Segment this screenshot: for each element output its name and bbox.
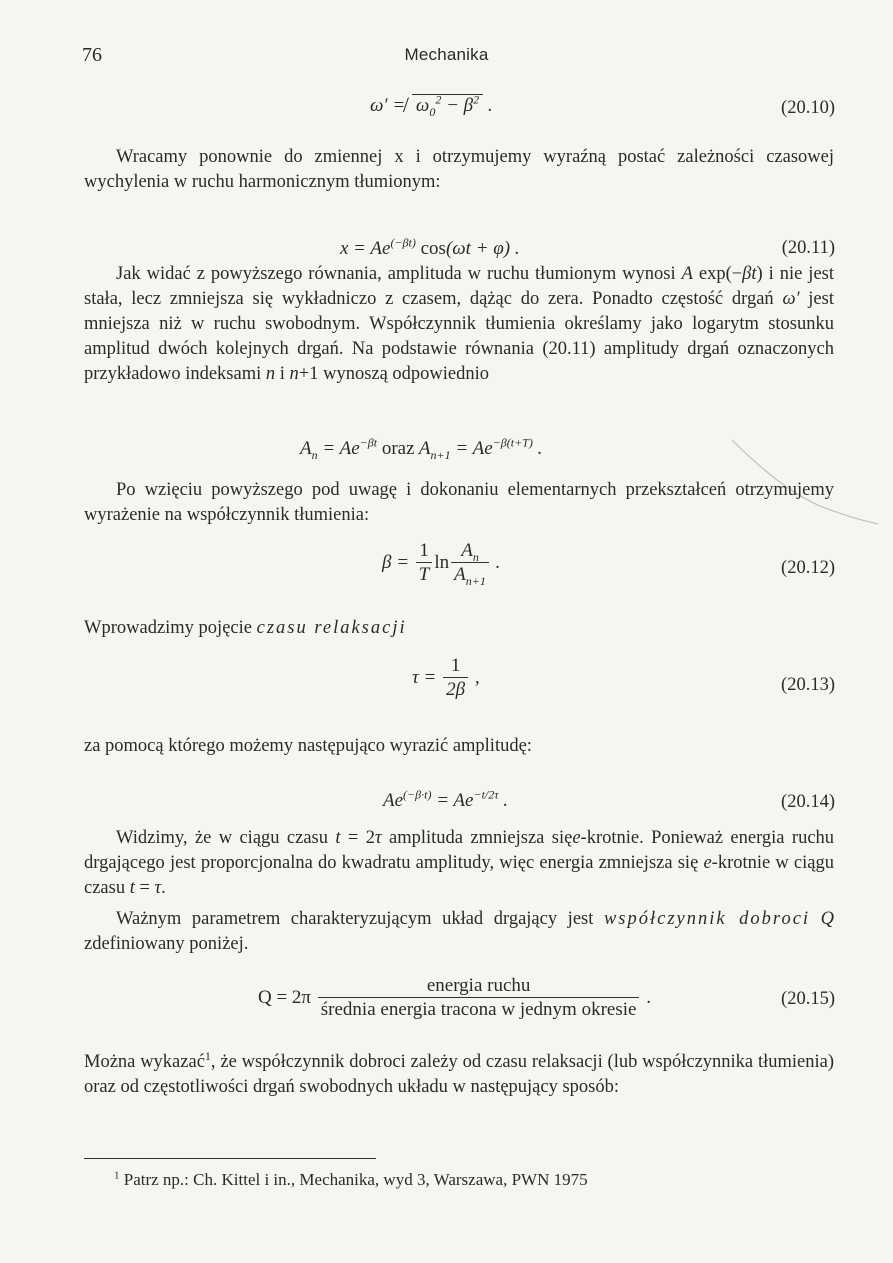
- paragraph-text: zdefiniowany poniżej.: [84, 934, 249, 954]
- equation-body: β = $\frac{1}{T}$ ln $\frac{A_n}{A_{n+1}}$ .: [382, 540, 501, 588]
- paragraph: [84, 734, 834, 759]
- footnote-divider: [84, 1158, 376, 1159]
- paragraph-text: amplituda zmniejsza się: [389, 828, 573, 848]
- paragraph-text: Wprowadzimy pojęcie: [84, 618, 252, 638]
- paragraph-text: Ważnym parametrem charakteryzującym układ drgający jest: [116, 909, 594, 929]
- running-head: Mechanika: [404, 45, 489, 64]
- equation-number: (20.15): [781, 989, 835, 1009]
- paragraph: Jak widać z powyższego równania, amplituda w ruchu tłumionym wynosi A exp(−βt) i nie jest stała, lecz zmniejsza się wykładniczo z czasem, dążąc do zera. Ponadto częstość drgań ω′ jest mniejsza niż w ruchu swobodnym. Współczynnik tłumienia określamy jako logarytm stosunku amplitud dwóch kolejnych drgań. Na podstawie równania (20.11) amplitudy drgań oznaczonych przykładowo indeksami n i n+1 wynoszą odpowiednio: [84, 264, 834, 384]
- equation-body: $A_n = Ae^{-\beta t}$ oraz $A_{n+1} = Ae^{-\beta(t+T)}$ .: [300, 435, 543, 462]
- paragraph-text: Jak widać z powyższego równania, amplituda w ruchu tłumionym wynosi: [116, 264, 676, 284]
- footnote-text: Patrz np.: Ch. Kittel i in., Mechanika, wyd 3, Warszawa, PWN 1975: [123, 1170, 588, 1189]
- page-number: 76: [82, 44, 102, 66]
- fraction-numerator: energia ruchu: [318, 975, 640, 998]
- paragraph: [84, 616, 834, 641]
- fraction-denominator: średnia energia tracona w jednym okresie: [320, 999, 637, 1020]
- equation-number: (20.14): [781, 792, 835, 812]
- paragraph-text: wynoszą odpowiednio: [323, 364, 490, 384]
- paragraph: Można wykazać$^1$, że współczynnik dobroci zależy od czasu relaksacji (lub współczynnika tłumienia) oraz od częstotliwości drgań swobodnych układu w następujący sposób:: [84, 1048, 834, 1097]
- paragraph: [84, 478, 834, 528]
- equation-body: $x = Ae^{(-\beta t)}$ cos(ωt + φ) .: [340, 235, 520, 259]
- paragraph-text: i nie jest stała, lecz zmniejsza się wykładniczo z czasem, dążąc do zera. Ponadto częstość drgań: [84, 264, 834, 309]
- equation-body: ω′ = / $\omega_0^2 - \beta^2$ .: [370, 94, 493, 117]
- paragraph-text: , że współczynnik dobroci zależy od czasu relaksacji (lub współczynnika tłumienia) oraz od częstotliwości drgań swobodnych układu w następujący sposób:: [84, 1052, 834, 1097]
- paragraph: Widzimy, że w ciągu czasu t = 2τ amplituda zmniejsza sięe-krotnie. Ponieważ energia ruchu drgającego jest proporcjonalna do kwadratu amplitudy, więc energia zmniejsza się e-krotnie w ciągu czasu t = τ.: [84, 828, 835, 898]
- paragraph-text: Wracamy ponownie do zmiennej x i otrzymujemy wyraźną postać zależności czasowej wychylenia w ruchu harmonicznym tłumionym:: [84, 147, 834, 192]
- equation-number: (20.11): [781, 238, 835, 258]
- paragraph-text: za pomocą którego możemy następująco wyrazić amplitudę:: [84, 736, 532, 756]
- equation-body: τ = $\frac{1}{2\beta}$ ,: [412, 655, 480, 700]
- paragraph-text: Widzimy, że w ciągu czasu: [116, 828, 329, 848]
- paragraph: Ważnym parametrem charakteryzującym układ drgający jest współczynnik dobroci Q zdefiniowany poniżej.: [84, 909, 834, 954]
- paragraph-text: -krotnie w ciągu czasu: [84, 853, 834, 898]
- paragraph: [84, 145, 834, 195]
- equation-number: (20.13): [781, 675, 835, 695]
- footnote: [114, 1170, 588, 1190]
- paragraph-text: -krotnie. Ponieważ energia ruchu drgającego jest proporcjonalna do kwadratu amplitudy, więc energia zmniejsza się: [84, 828, 835, 873]
- footnote-marker: 1: [114, 1169, 120, 1182]
- equation-number: (20.12): [781, 558, 835, 578]
- term-quality-factor: współczynnik dobroci: [603, 909, 811, 929]
- paragraph-text: Po wzięciu powyższego pod uwagę i dokonaniu elementarnych przekształceń otrzymujemy wyrażenie na współczynnik tłumienia:: [84, 480, 834, 525]
- paragraph-text: Można wykazać: [84, 1052, 205, 1072]
- equation-number: (20.10): [781, 98, 835, 118]
- equation-body: $Ae^{(-\beta\cdot t)} = Ae^{-t/2\tau}$ .: [383, 787, 509, 811]
- paragraph-text: jest mniejsza niż w ruchu swobodnym. Współczynnik tłumienia określamy jako logarytm stosunku amplitud dwóch kolejnych drgań. Na podstawie równania (20.11) amplitudy drgań oznaczonych przykładowo indeksami: [84, 289, 834, 384]
- term-relaxation-time: czasu relaksacji: [256, 618, 407, 638]
- equation-body: Q = 2π $\frac{\text{energia ruchu}}{\text{średnia energia tracona w jednym okresie}}$ .: [258, 975, 651, 1020]
